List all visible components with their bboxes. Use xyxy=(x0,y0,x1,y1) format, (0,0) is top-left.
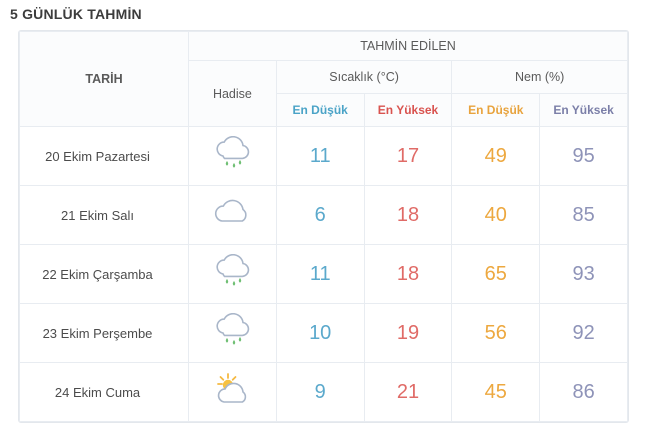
row-temp-max: 21 xyxy=(364,363,452,422)
row-temp-max: 18 xyxy=(364,245,452,304)
header-date: TARİH xyxy=(20,32,189,127)
rain-shower-icon xyxy=(209,136,255,172)
row-temp-min: 6 xyxy=(276,186,364,245)
header-humidity: Nem (%) xyxy=(452,61,628,94)
header-temp-max: En Yüksek xyxy=(364,94,452,127)
row-weather-icon-cell xyxy=(189,245,277,304)
row-date: 21 Ekim Salı xyxy=(20,186,189,245)
row-weather-icon-cell xyxy=(189,363,277,422)
row-weather-icon-cell xyxy=(189,186,277,245)
row-temp-max: 18 xyxy=(364,186,452,245)
table-header xyxy=(20,32,628,127)
partly-sunny-icon xyxy=(209,372,255,408)
row-temp-max: 19 xyxy=(364,304,452,363)
cloudy-icon xyxy=(209,195,255,231)
row-hum-min: 45 xyxy=(452,363,540,422)
row-hum-max: 85 xyxy=(540,186,628,245)
row-date: 23 Ekim Perşembe xyxy=(20,304,189,363)
forecast-table xyxy=(19,31,628,422)
row-hum-max: 93 xyxy=(540,245,628,304)
row-hum-min: 56 xyxy=(452,304,540,363)
table-body xyxy=(20,127,628,422)
table-row xyxy=(20,363,628,422)
row-hum-max: 95 xyxy=(540,127,628,186)
table-row xyxy=(20,127,628,186)
row-hum-min: 49 xyxy=(452,127,540,186)
row-hum-max: 86 xyxy=(540,363,628,422)
header-temperature: Sıcaklık (°C) xyxy=(276,61,452,94)
header-hum-max: En Yüksek xyxy=(540,94,628,127)
row-temp-max: 17 xyxy=(364,127,452,186)
header-event: Hadise xyxy=(189,61,277,127)
forecast-table-container xyxy=(18,30,629,423)
row-date: 20 Ekim Pazartesi xyxy=(20,127,189,186)
header-hum-min: En Düşük xyxy=(452,94,540,127)
row-temp-min: 11 xyxy=(276,245,364,304)
row-hum-min: 40 xyxy=(452,186,540,245)
rain-shower-icon xyxy=(209,254,255,290)
row-date: 22 Ekim Çarşamba xyxy=(20,245,189,304)
row-temp-min: 9 xyxy=(276,363,364,422)
table-row xyxy=(20,186,628,245)
row-temp-min: 10 xyxy=(276,304,364,363)
table-row xyxy=(20,304,628,363)
row-temp-min: 11 xyxy=(276,127,364,186)
header-forecasted: TAHMİN EDİLEN xyxy=(189,32,628,61)
row-hum-min: 65 xyxy=(452,245,540,304)
row-hum-max: 92 xyxy=(540,304,628,363)
row-date: 24 Ekim Cuma xyxy=(20,363,189,422)
row-weather-icon-cell xyxy=(189,304,277,363)
header-temp-min: En Düşük xyxy=(276,94,364,127)
page-title: 5 GÜNLÜK TAHMİN xyxy=(10,6,142,22)
rain-shower-icon xyxy=(209,313,255,349)
header-row-top xyxy=(20,32,628,61)
row-weather-icon-cell xyxy=(189,127,277,186)
table-row xyxy=(20,245,628,304)
